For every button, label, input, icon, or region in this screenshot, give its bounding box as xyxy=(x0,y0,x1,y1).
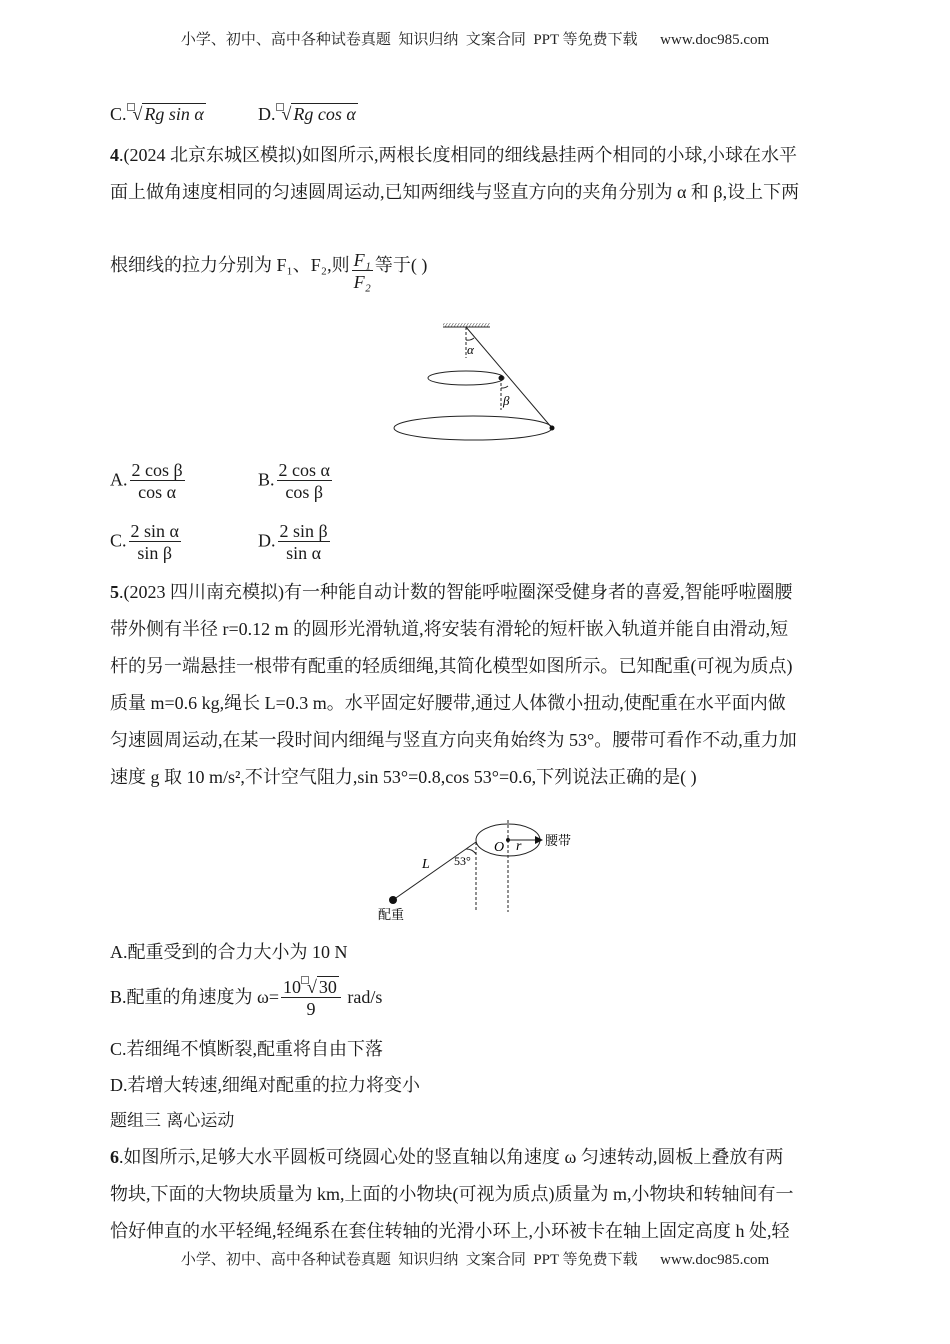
cube-root: √ Rg sin α xyxy=(127,103,206,125)
question-text: 有一种能自动计数的智能呼啦圈深受健身者的喜爱,智能呼啦圈腰 xyxy=(284,582,793,602)
svg-text:β: β xyxy=(503,393,510,408)
q6-line-1 xyxy=(110,1146,783,1168)
svg-text:α: α xyxy=(467,342,474,357)
option-label: B. xyxy=(258,469,275,490)
q5-option-b xyxy=(110,977,382,1020)
q5-line-6: 速度 g 取 10 m/s²,不计空气阻力,sin 53°=0.8,cos 53°=0.6,下列说法正确的是( ) xyxy=(110,767,697,787)
question-source: .(2024 北京东城区模拟) xyxy=(119,145,302,165)
option-fraction xyxy=(277,460,332,503)
angle-label: 53° xyxy=(454,854,471,868)
cube-root: √ Rg cos α xyxy=(276,103,358,125)
page-footer-banner: 小学、初中、高中各种试卷真题 知识归纳 文案合同 PPT 等免费下载 www.doc985.com xyxy=(180,1252,770,1268)
q5-option-a: A.配重受到的合力大小为 10 N xyxy=(110,942,348,962)
option-label: A. xyxy=(110,469,128,490)
q4-option-b xyxy=(258,460,334,503)
q4-option-a xyxy=(110,460,187,503)
option-label: D. xyxy=(258,530,276,551)
q3-option-d xyxy=(258,103,358,125)
option-fraction xyxy=(129,521,181,564)
denominator: cos β xyxy=(285,482,324,502)
denominator: F₂ xyxy=(353,272,371,292)
cube-root: √ 30 xyxy=(301,977,339,997)
numerator xyxy=(281,977,341,998)
q6-line-3: 恰好伸直的水平轻绳,轻绳系在套住转轴的光滑小环上,小环被卡在轴上固定高度 h 处,轻 xyxy=(110,1221,790,1241)
belt-label: 腰带 xyxy=(545,834,572,849)
option-label: C. xyxy=(110,530,127,551)
question-text: .如图所示,足够大水平圆板可绕圆心处的竖直轴以角速度 ω 匀速转动,圆板上叠放有两 xyxy=(119,1147,784,1167)
q3-option-c xyxy=(110,103,206,125)
question-number: 4 xyxy=(110,145,119,165)
numerator: 2 cos β xyxy=(131,460,183,480)
option-fraction xyxy=(130,460,185,503)
q5-line-2: 带外侧有半径 r=0.12 m 的圆形光滑轨道,将安装有滑轮的短杆嵌入轨道并能自由滑动,短 xyxy=(110,619,789,639)
denominator: cos α xyxy=(138,482,177,502)
option-label: D. xyxy=(258,104,276,124)
q5-option-d: D.若增大转速,细绳对配重的拉力将变小 xyxy=(110,1075,420,1095)
question-source: .(2023 四川南充模拟) xyxy=(119,582,284,602)
q5-line-3: 杆的另一端悬挂一根带有配重的轻质细绳,其简化模型如图所示。已知配重(可视为质点) xyxy=(110,656,793,676)
answer-blank: 等于( ) xyxy=(374,255,428,275)
q5-option-c: C.若细绳不慎断裂,配重将自由下落 xyxy=(110,1039,384,1059)
option-fraction xyxy=(278,521,330,564)
option-text: B.配重的角速度为 ω= xyxy=(110,987,280,1007)
question-number: 6 xyxy=(110,1147,119,1167)
length-label: L xyxy=(422,857,430,872)
option-label: C. xyxy=(110,104,127,124)
q4-pendulum-figure xyxy=(390,318,570,443)
question-text: 根细线的拉力分别为 F₁、F₂,则 xyxy=(110,255,350,275)
page-header-banner: 小学、初中、高中各种试卷真题 知识归纳 文案合同 PPT 等免费下载 www.doc985.com xyxy=(180,32,770,48)
center-label: O xyxy=(494,840,505,855)
unit: rad/s xyxy=(342,987,383,1007)
q5-line-5: 匀速圆周运动,在某一段时间内细绳与竖直方向夹角始终为 53°。腰带可看作不动,重力加 xyxy=(110,730,797,750)
q5-line-1 xyxy=(110,581,793,603)
denominator: 9 xyxy=(306,999,316,1019)
question-text: 如图所示,两根长度相同的细线悬挂两个相同的小球,小球在水平 xyxy=(302,145,797,165)
section-heading: 题组三 离心运动 xyxy=(110,1111,235,1131)
numerator: 2 sin α xyxy=(130,521,179,541)
q4-line-1 xyxy=(110,144,797,166)
force-ratio xyxy=(352,250,373,293)
weight-label: 配重 xyxy=(378,908,405,923)
q6-line-2: 物块,下面的大物块质量为 km,上面的小物块(可视为质点)质量为 m,小物块和转轴间有一 xyxy=(110,1184,794,1204)
radicand: Rg cos α xyxy=(293,104,356,124)
q4-line-3 xyxy=(110,250,428,293)
radicand: 30 xyxy=(318,977,337,997)
denominator: sin β xyxy=(137,543,173,563)
q4-line-2: 面上做角速度相同的匀速圆周运动,已知两细线与竖直方向的夹角分别为 α 和 β,设上下两 xyxy=(110,182,800,202)
angular-velocity-fraction xyxy=(281,977,341,1020)
q5-line-4: 质量 m=0.6 kg,绳长 L=0.3 m。水平固定好腰带,通过人体微小扭动,使配重在水平面内做 xyxy=(110,693,786,713)
q4-option-d xyxy=(258,521,332,564)
q5-hula-hoop-figure xyxy=(370,818,590,928)
denominator: sin α xyxy=(286,543,322,563)
radius-label: r xyxy=(516,839,522,854)
numerator: F₁ xyxy=(353,250,371,270)
coefficient: 10 xyxy=(283,977,302,997)
numerator: 2 cos α xyxy=(278,460,330,480)
q4-option-c xyxy=(110,521,183,564)
question-number: 5 xyxy=(110,582,119,602)
numerator: 2 sin β xyxy=(279,521,328,541)
radicand: Rg sin α xyxy=(144,104,204,124)
